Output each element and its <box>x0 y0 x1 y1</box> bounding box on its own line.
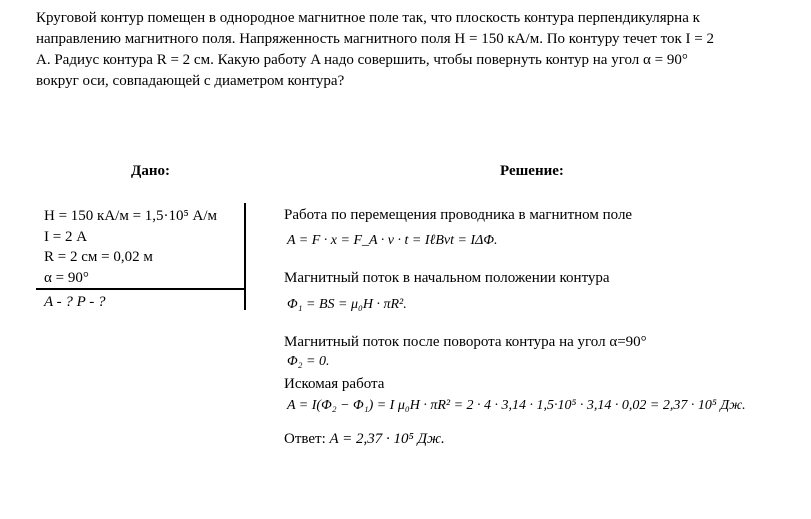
given-header: Дано: <box>131 163 170 179</box>
vertical-divider <box>244 203 246 310</box>
find-unknowns: A - ? P - ? <box>44 294 106 310</box>
problem-line: вокруг оси, совпадающей с диаметром контура? <box>36 73 345 89</box>
result-formula: A = I(Φ₂ − Φ₁) = I μ₀H · πR² = 2 · 4 · 3,14 · 1,5·10⁵ · 3,14 · 0,02 = 2,37 · 10⁵ Дж. <box>287 398 746 413</box>
flux1-formula: Φ₁ = BS = μ₀H · πR². <box>287 297 407 312</box>
answer-label: Ответ: <box>284 431 326 447</box>
flux1-text: Магнитный поток в начальном положении контура <box>284 270 610 286</box>
given-r: R = 2 см = 0,02 м <box>44 249 153 265</box>
sought-text: Искомая работа <box>284 376 385 392</box>
problem-statement <box>36 8 796 92</box>
work-formula: A = F · x = F_A · v · t = IℓBvt = IΔΦ. <box>287 233 498 248</box>
answer-line <box>284 429 445 449</box>
problem-line: А. Радиус контура R = 2 см. Какую работу A надо совершить, чтобы повернуть контур на угол α = 90° <box>36 52 688 68</box>
flux2-text: Магнитный поток после поворота контура на угол α=90° <box>284 334 647 350</box>
work-text: Работа по перемещения проводника в магнитном поле <box>284 207 633 223</box>
horizontal-divider <box>36 288 246 290</box>
problem-line: направлению магнитного поля. Напряженность магнитного поля H = 150 кА/м. По контуру течет ток I = 2 <box>36 31 714 47</box>
problem-line: Круговой контур помещен в однородное магнитное поле так, что плоскость контура перпендикулярна к <box>36 10 700 26</box>
flux2-formula: Φ₂ = 0. <box>287 354 330 369</box>
given-block <box>44 206 217 288</box>
answer-value: A = 2,37 · 10⁵ Дж. <box>329 431 445 447</box>
given-h: H = 150 кА/м = 1,5·10⁵ А/м <box>44 208 217 224</box>
given-i: I = 2 А <box>44 228 88 245</box>
solution-header: Решение: <box>500 163 564 179</box>
given-alpha: α = 90° <box>44 269 89 286</box>
